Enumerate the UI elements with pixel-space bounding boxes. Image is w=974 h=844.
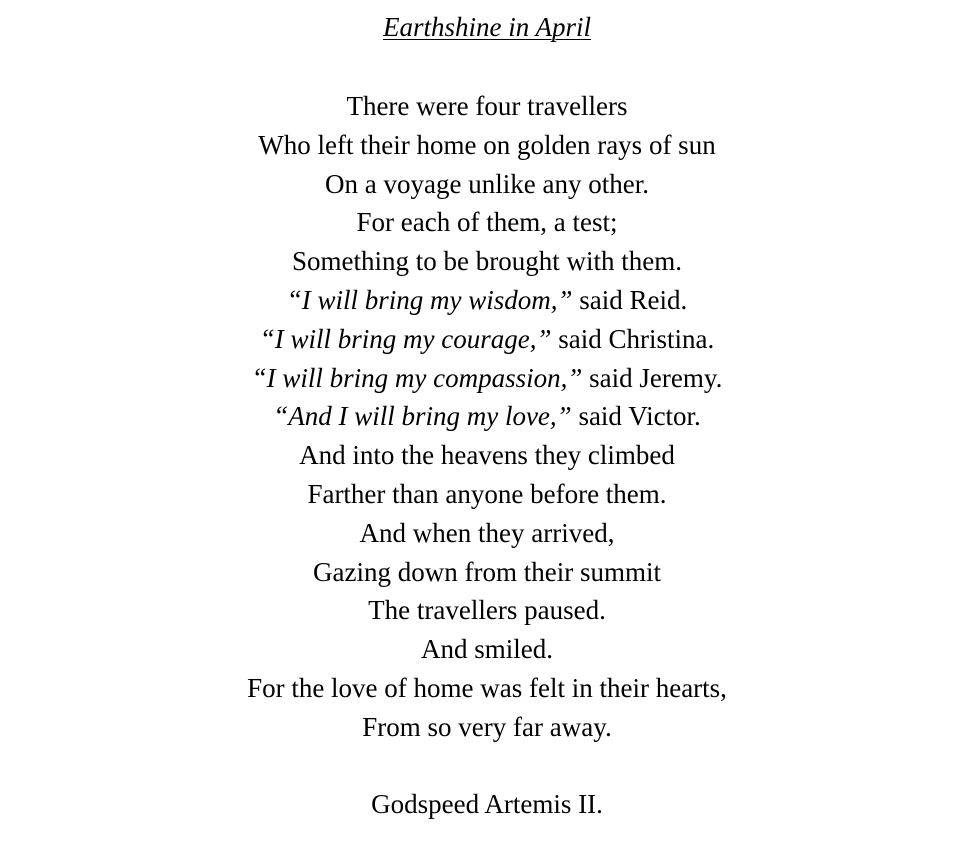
poem-line: The travellers paused.: [368, 595, 606, 626]
poem-line: For the love of home was felt in their hearts,: [247, 672, 727, 703]
poem-line: From so very far away.: [362, 711, 612, 742]
poem-line: Something to be brought with them.: [292, 246, 682, 277]
poem-signoff: Godspeed Artemis II.: [371, 789, 603, 819]
dialogue-quote: “I will bring my compassion,”: [251, 362, 583, 393]
dialogue-quote: “I will bring my courage,”: [259, 323, 552, 354]
poem-line: Farther than anyone before them.: [307, 478, 667, 509]
poem-line-dialogue: [0, 397, 974, 436]
dialogue-quote: “And I will bring my love,”: [273, 401, 572, 432]
poem-line: Who left their home on golden rays of sun: [258, 129, 716, 160]
dialogue-speaker: said Christina.: [551, 323, 715, 354]
dialogue-speaker: said Reid.: [572, 284, 688, 315]
poem-line: And when they arrived,: [359, 517, 615, 548]
poem-line: There were four travellers: [346, 91, 628, 121]
poem-body: [0, 87, 974, 747]
poem-title: Earthshine in April: [382, 12, 591, 42]
poem-line: For each of them, a test;: [356, 207, 618, 238]
poem-line: Gazing down from their summit: [313, 556, 661, 587]
dialogue-speaker: said Jeremy.: [582, 362, 723, 393]
poem-line-dialogue: [0, 320, 974, 359]
poem-line: And into the heavens they climbed: [299, 440, 675, 471]
poem-line: And smiled.: [421, 634, 553, 665]
poem-line: On a voyage unlike any other.: [325, 168, 649, 199]
dialogue-quote: “I will bring my wisdom,”: [286, 284, 573, 315]
dialogue-speaker: said Victor.: [571, 401, 701, 432]
poem-line-dialogue: [0, 281, 974, 320]
poem-line-dialogue: [0, 359, 974, 398]
